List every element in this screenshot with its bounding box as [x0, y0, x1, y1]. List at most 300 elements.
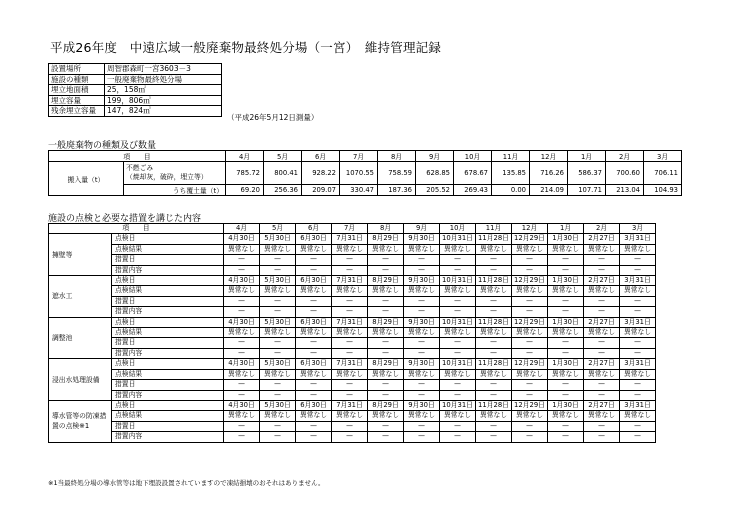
dash-cell: —: [368, 255, 404, 265]
facility-name: 調整池: [49, 317, 112, 359]
dash-cell: —: [404, 255, 440, 265]
dash-cell: —: [620, 390, 656, 400]
dash-cell: —: [260, 265, 296, 275]
inspection-date-cell: 11月28日: [476, 400, 512, 410]
dash-cell: —: [224, 338, 260, 348]
inspection-date-cell: 11月28日: [476, 359, 512, 369]
inspection-result-cell: 異常なし: [620, 411, 656, 421]
inspection-month-header: 12月: [512, 224, 548, 234]
inspection-row: [49, 307, 656, 317]
inspection-date-cell: 1月30日: [548, 276, 584, 286]
inspection-date-cell: 11月28日: [476, 276, 512, 286]
inspection-month-header: 6月: [296, 224, 332, 234]
footnote: ※1当最終処分場の導水管等は地下埋設設置されていますので凍結損壊のおそれはありません。: [48, 479, 325, 487]
inspection-result-cell: 異常なし: [620, 244, 656, 254]
inspection-date-cell: 12月29日: [512, 317, 548, 327]
dash-cell: —: [512, 390, 548, 400]
dash-cell: —: [512, 421, 548, 431]
info-value: 周智郡森町一宮3603－3: [105, 64, 222, 75]
inspection-date-cell: 8月29日: [368, 317, 404, 327]
info-row: [49, 106, 222, 117]
inspection-result-cell: 異常なし: [332, 411, 368, 421]
inspection-result-cell: 異常なし: [476, 411, 512, 421]
dash-cell: —: [584, 255, 620, 265]
dash-cell: —: [404, 265, 440, 275]
facility-name: 擁壁等: [49, 234, 112, 276]
inspection-result-cell: 異常なし: [512, 411, 548, 421]
facility-name: 導水管等の防凍措置の点検※1: [49, 400, 112, 442]
inspection-item-label: 措置日: [112, 338, 224, 348]
waste-sub-label-line2: （焼却灰，破砕，埋立等）: [126, 173, 208, 181]
waste-item-header: 項 目: [49, 151, 226, 162]
dash-cell: —: [440, 307, 476, 317]
dash-cell: —: [368, 265, 404, 275]
dash-cell: —: [584, 265, 620, 275]
info-key: 残余埋立容量: [49, 106, 105, 117]
dash-cell: —: [548, 432, 584, 442]
dash-cell: —: [296, 265, 332, 275]
inspection-result-cell: 異常なし: [584, 286, 620, 296]
waste-sub-label: [124, 162, 226, 185]
inspection-row: [49, 400, 656, 410]
inspection-result-cell: 異常なし: [404, 369, 440, 379]
inspection-result-cell: 異常なし: [404, 411, 440, 421]
info-value: 147，824㎥: [105, 106, 222, 117]
inspection-date-cell: 7月31日: [332, 317, 368, 327]
inspection-date-cell: 12月29日: [512, 234, 548, 244]
dash-cell: —: [440, 338, 476, 348]
inspection-result-cell: 異常なし: [620, 369, 656, 379]
facility-name: 浸出水処理設備: [49, 359, 112, 401]
waste-amount-cell: 706.11: [644, 162, 682, 185]
inspection-item-label: 点検結果: [112, 244, 224, 254]
dash-cell: —: [512, 432, 548, 442]
page-title: 平成26年度 中遠広域一般廃棄物最終処分場（一宮） 維持管理記録: [50, 40, 442, 55]
inspection-date-cell: 4月30日: [224, 317, 260, 327]
inspection-result-cell: 異常なし: [224, 244, 260, 254]
dash-cell: —: [548, 265, 584, 275]
dash-cell: —: [404, 421, 440, 431]
inspection-result-cell: 異常なし: [332, 286, 368, 296]
info-key: 埋立地面積: [49, 85, 105, 96]
inspection-result-cell: 異常なし: [440, 411, 476, 421]
dash-cell: —: [512, 265, 548, 275]
waste-amount-cell: 678.67: [454, 162, 492, 185]
inspection-date-cell: 5月30日: [260, 317, 296, 327]
dash-cell: —: [548, 255, 584, 265]
dash-cell: —: [296, 338, 332, 348]
dash-cell: —: [260, 348, 296, 358]
waste-amount-cell: 928.22: [302, 162, 340, 185]
inspection-date-cell: 8月29日: [368, 234, 404, 244]
facility-name: 遮水工: [49, 276, 112, 318]
inspection-row: [49, 421, 656, 431]
dash-cell: —: [620, 307, 656, 317]
waste-month-header: 11月: [492, 151, 530, 162]
inspection-date-cell: 9月30日: [404, 359, 440, 369]
inspection-date-cell: 9月30日: [404, 234, 440, 244]
dash-cell: —: [620, 255, 656, 265]
inspection-item-label: 措置内容: [112, 307, 224, 317]
dash-cell: —: [512, 307, 548, 317]
inspection-result-cell: 異常なし: [332, 244, 368, 254]
inspection-result-cell: 異常なし: [296, 286, 332, 296]
dash-cell: —: [548, 296, 584, 306]
inspection-result-cell: 異常なし: [512, 328, 548, 338]
inspection-item-label: 点検日: [112, 276, 224, 286]
dash-cell: —: [584, 338, 620, 348]
inspection-item-label: 点検日: [112, 317, 224, 327]
inspection-row: [49, 338, 656, 348]
waste-amount-cell: 716.26: [530, 162, 568, 185]
info-row: [49, 85, 222, 96]
waste-month-header: 8月: [378, 151, 416, 162]
inspection-month-header: 9月: [404, 224, 440, 234]
info-value: 一般廃棄物最終処分場: [105, 74, 222, 85]
dash-cell: —: [260, 338, 296, 348]
dash-cell: —: [224, 255, 260, 265]
dash-cell: —: [296, 296, 332, 306]
inspection-result-cell: 異常なし: [440, 328, 476, 338]
inspection-item-label: 点検日: [112, 234, 224, 244]
inspection-result-cell: 異常なし: [296, 244, 332, 254]
inspection-result-cell: 異常なし: [224, 286, 260, 296]
inspection-date-cell: 1月30日: [548, 234, 584, 244]
inspection-row: [49, 411, 656, 421]
inspection-row: [49, 359, 656, 369]
dash-cell: —: [476, 307, 512, 317]
inspection-result-cell: 異常なし: [368, 328, 404, 338]
cover-soil-label: うち覆土量（t）: [124, 185, 226, 196]
inspection-item-label: 措置日: [112, 255, 224, 265]
inspection-date-cell: 10月31日: [440, 400, 476, 410]
inspection-date-cell: 2月27日: [584, 359, 620, 369]
dash-cell: —: [260, 432, 296, 442]
inspection-result-cell: 異常なし: [584, 369, 620, 379]
dash-cell: —: [440, 421, 476, 431]
dash-cell: —: [548, 338, 584, 348]
dash-cell: —: [512, 255, 548, 265]
dash-cell: —: [548, 390, 584, 400]
inspection-row: [49, 234, 656, 244]
inspection-month-header: 7月: [332, 224, 368, 234]
inspection-date-cell: 12月29日: [512, 400, 548, 410]
dash-cell: —: [368, 348, 404, 358]
inspection-result-cell: 異常なし: [620, 286, 656, 296]
info-value: 199，806㎥: [105, 95, 222, 106]
dash-cell: —: [584, 380, 620, 390]
dash-cell: —: [332, 307, 368, 317]
inspection-date-cell: 6月30日: [296, 276, 332, 286]
inspection-item-label: 点検結果: [112, 411, 224, 421]
inspection-date-cell: 9月30日: [404, 400, 440, 410]
dash-cell: —: [620, 432, 656, 442]
inspection-row: [49, 348, 656, 358]
inspection-result-cell: 異常なし: [332, 328, 368, 338]
dash-cell: —: [332, 348, 368, 358]
cover-soil-cell: 213.04: [606, 185, 644, 196]
inspection-result-cell: 異常なし: [440, 369, 476, 379]
dash-cell: —: [548, 421, 584, 431]
inspection-date-cell: 3月31日: [620, 276, 656, 286]
dash-cell: —: [440, 380, 476, 390]
info-row: [49, 64, 222, 75]
dash-cell: —: [368, 421, 404, 431]
dash-cell: —: [440, 296, 476, 306]
dash-cell: —: [368, 390, 404, 400]
inspection-result-cell: 異常なし: [296, 411, 332, 421]
dash-cell: —: [404, 338, 440, 348]
dash-cell: —: [260, 421, 296, 431]
inspection-result-cell: 異常なし: [404, 244, 440, 254]
inspection-date-cell: 3月31日: [620, 400, 656, 410]
inspection-date-cell: 5月30日: [260, 276, 296, 286]
waste-row-label: 搬入量（t）: [49, 162, 124, 196]
waste-month-header: 5月: [264, 151, 302, 162]
inspection-result-cell: 異常なし: [368, 244, 404, 254]
inspection-row: [49, 286, 656, 296]
inspection-result-cell: 異常なし: [296, 328, 332, 338]
dash-cell: —: [260, 307, 296, 317]
dash-cell: —: [224, 432, 260, 442]
waste-month-header: 1月: [568, 151, 606, 162]
waste-amount-cell: 800.41: [264, 162, 302, 185]
cover-soil-cell: 269.43: [454, 185, 492, 196]
inspection-date-cell: 12月29日: [512, 276, 548, 286]
dash-cell: —: [296, 380, 332, 390]
inspection-date-cell: 3月31日: [620, 359, 656, 369]
dash-cell: —: [476, 255, 512, 265]
inspection-row: [49, 317, 656, 327]
dash-cell: —: [368, 307, 404, 317]
inspection-result-cell: 異常なし: [260, 369, 296, 379]
dash-cell: —: [620, 338, 656, 348]
dash-cell: —: [296, 255, 332, 265]
cover-soil-cell: 330.47: [340, 185, 378, 196]
dash-cell: —: [440, 265, 476, 275]
info-key: 施設の種類: [49, 74, 105, 85]
dash-cell: —: [584, 421, 620, 431]
inspection-date-cell: 9月30日: [404, 317, 440, 327]
inspection-date-cell: 6月30日: [296, 317, 332, 327]
dash-cell: —: [296, 432, 332, 442]
facility-info-table: [48, 63, 222, 117]
inspection-date-cell: 3月31日: [620, 234, 656, 244]
cover-soil-cell: 256.36: [264, 185, 302, 196]
inspection-result-cell: 異常なし: [260, 328, 296, 338]
inspection-date-cell: 7月31日: [332, 359, 368, 369]
inspection-item-label: 措置内容: [112, 432, 224, 442]
inspection-row: [49, 369, 656, 379]
cover-soil-cell: 107.71: [568, 185, 606, 196]
inspection-result-cell: 異常なし: [368, 286, 404, 296]
dash-cell: —: [224, 348, 260, 358]
inspection-result-cell: 異常なし: [404, 328, 440, 338]
inspection-month-header: 5月: [260, 224, 296, 234]
inspection-item-label: 点検日: [112, 400, 224, 410]
dash-cell: —: [332, 380, 368, 390]
dash-cell: —: [404, 390, 440, 400]
inspection-result-cell: 異常なし: [548, 286, 584, 296]
inspection-date-cell: 1月30日: [548, 400, 584, 410]
dash-cell: —: [440, 432, 476, 442]
inspection-row: [49, 432, 656, 442]
inspection-date-cell: 5月30日: [260, 400, 296, 410]
waste-month-header: 9月: [416, 151, 454, 162]
inspection-date-cell: 12月29日: [512, 359, 548, 369]
inspection-result-cell: 異常なし: [224, 328, 260, 338]
dash-cell: —: [224, 307, 260, 317]
waste-month-header: 2月: [606, 151, 644, 162]
inspection-date-cell: 6月30日: [296, 400, 332, 410]
dash-cell: —: [296, 348, 332, 358]
cover-soil-cell: 214.09: [530, 185, 568, 196]
inspection-item-label: 措置内容: [112, 348, 224, 358]
inspection-result-cell: 異常なし: [224, 411, 260, 421]
dash-cell: —: [224, 296, 260, 306]
inspection-result-cell: 異常なし: [548, 411, 584, 421]
dash-cell: —: [440, 348, 476, 358]
inspection-date-cell: 2月27日: [584, 317, 620, 327]
waste-sub-label-line1: 不燃ごみ: [126, 164, 154, 172]
inspection-result-cell: 異常なし: [368, 411, 404, 421]
inspection-date-cell: 10月31日: [440, 317, 476, 327]
inspection-date-cell: 5月30日: [260, 359, 296, 369]
dash-cell: —: [224, 421, 260, 431]
inspection-item-label: 措置内容: [112, 390, 224, 400]
dash-cell: —: [548, 348, 584, 358]
inspection-date-cell: 6月30日: [296, 234, 332, 244]
cover-soil-cell: 104.93: [644, 185, 682, 196]
inspection-result-cell: 異常なし: [368, 369, 404, 379]
dash-cell: —: [476, 348, 512, 358]
inspection-date-cell: 1月30日: [548, 359, 584, 369]
dash-cell: —: [512, 348, 548, 358]
inspection-date-cell: 8月29日: [368, 400, 404, 410]
dash-cell: —: [296, 421, 332, 431]
dash-cell: —: [476, 432, 512, 442]
inspection-date-cell: 11月28日: [476, 317, 512, 327]
info-key: 設置場所: [49, 64, 105, 75]
inspection-table: [48, 223, 656, 443]
dash-cell: —: [548, 380, 584, 390]
survey-note: （平成26年5月12日測量）: [227, 113, 319, 122]
inspection-item-label: 点検日: [112, 359, 224, 369]
dash-cell: —: [476, 296, 512, 306]
waste-month-header: 10月: [454, 151, 492, 162]
inspection-row: [49, 244, 656, 254]
dash-cell: —: [584, 307, 620, 317]
waste-quantity-table: [48, 150, 682, 196]
waste-amount-cell: 785.72: [226, 162, 264, 185]
inspection-result-cell: 異常なし: [260, 411, 296, 421]
dash-cell: —: [440, 390, 476, 400]
dash-cell: —: [332, 265, 368, 275]
dash-cell: —: [620, 265, 656, 275]
waste-section-title: 一般廃棄物の種類及び数量: [48, 141, 157, 151]
dash-cell: —: [332, 338, 368, 348]
waste-month-header: 12月: [530, 151, 568, 162]
dash-cell: —: [476, 421, 512, 431]
inspection-result-cell: 異常なし: [548, 369, 584, 379]
inspection-result-cell: 異常なし: [440, 286, 476, 296]
dash-cell: —: [368, 338, 404, 348]
dash-cell: —: [260, 296, 296, 306]
dash-cell: —: [620, 296, 656, 306]
inspection-date-cell: 1月30日: [548, 317, 584, 327]
dash-cell: —: [260, 390, 296, 400]
cover-soil-cell: 0.00: [492, 185, 530, 196]
inspection-month-header: 4月: [224, 224, 260, 234]
waste-amount-cell: 586.37: [568, 162, 606, 185]
dash-cell: —: [584, 296, 620, 306]
inspection-date-cell: 2月27日: [584, 276, 620, 286]
dash-cell: —: [440, 255, 476, 265]
dash-cell: —: [584, 390, 620, 400]
inspection-date-cell: 4月30日: [224, 359, 260, 369]
waste-amount-cell: 628.85: [416, 162, 454, 185]
dash-cell: —: [368, 296, 404, 306]
dash-cell: —: [368, 432, 404, 442]
dash-cell: —: [476, 338, 512, 348]
inspection-result-cell: 異常なし: [476, 328, 512, 338]
inspection-result-cell: 異常なし: [512, 286, 548, 296]
inspection-result-cell: 異常なし: [584, 328, 620, 338]
dash-cell: —: [332, 255, 368, 265]
inspection-date-cell: 7月31日: [332, 400, 368, 410]
inspection-result-cell: 異常なし: [296, 369, 332, 379]
inspection-result-cell: 異常なし: [476, 244, 512, 254]
info-row: [49, 95, 222, 106]
dash-cell: —: [548, 307, 584, 317]
dash-cell: —: [512, 338, 548, 348]
inspection-month-header: 11月: [476, 224, 512, 234]
inspection-result-cell: 異常なし: [440, 244, 476, 254]
inspection-result-cell: 異常なし: [476, 369, 512, 379]
inspection-date-cell: 3月31日: [620, 317, 656, 327]
dash-cell: —: [476, 390, 512, 400]
inspection-date-cell: 5月30日: [260, 234, 296, 244]
inspection-row: [49, 265, 656, 275]
info-key: 埋立容量: [49, 95, 105, 106]
inspection-item-label: 措置内容: [112, 265, 224, 275]
dash-cell: —: [476, 265, 512, 275]
dash-cell: —: [476, 380, 512, 390]
inspection-date-cell: 10月31日: [440, 234, 476, 244]
inspection-date-cell: 7月31日: [332, 276, 368, 286]
dash-cell: —: [224, 380, 260, 390]
dash-cell: —: [512, 380, 548, 390]
dash-cell: —: [404, 380, 440, 390]
inspection-row: [49, 328, 656, 338]
inspection-result-cell: 異常なし: [404, 286, 440, 296]
inspection-result-cell: 異常なし: [260, 286, 296, 296]
inspection-date-cell: 2月27日: [584, 234, 620, 244]
waste-month-header: 3月: [644, 151, 682, 162]
dash-cell: —: [260, 380, 296, 390]
inspection-row: [49, 276, 656, 286]
waste-amount-cell: 758.59: [378, 162, 416, 185]
dash-cell: —: [404, 432, 440, 442]
dash-cell: —: [332, 390, 368, 400]
inspection-date-cell: 10月31日: [440, 359, 476, 369]
inspection-month-header: 10月: [440, 224, 476, 234]
inspection-item-label: 点検結果: [112, 286, 224, 296]
inspection-date-cell: 2月27日: [584, 400, 620, 410]
inspection-date-cell: 8月29日: [368, 276, 404, 286]
dash-cell: —: [368, 380, 404, 390]
inspection-row: [49, 390, 656, 400]
